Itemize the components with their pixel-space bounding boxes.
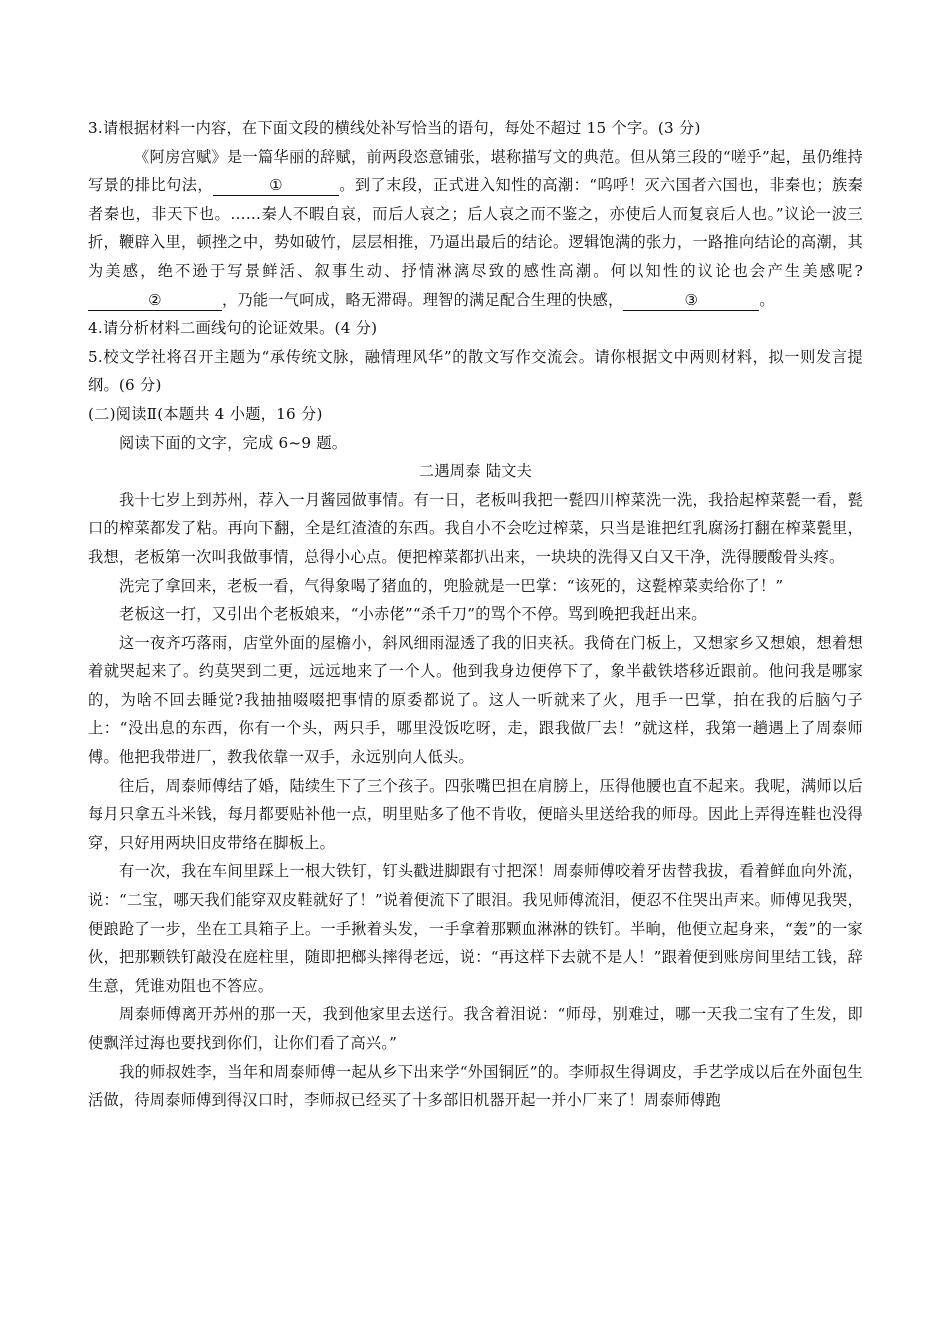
article-paragraph: 我十七岁上到苏州，荐入一月酱园做事情。有一日，老板叫我把一甏四川榨菜洗一洗，我拾起榨菜甏一看，甏口的榨菜都发了粘。再向下翻，全是红渣渣的东西。我自小不会吃过榨菜，只当是谁把红乳腐汤打翻在榨菜甏里，我想，老板第一次叫我做事情，总得小心点。便把榨菜都扒出来，一块块的洗得又白又干净，洗得腰酸骨头疼。 [88,490,863,566]
article-paragraph: 我的师叔姓李，当年和周泰师傅一起从乡下出来学“外国铜匠”的。李师叔生得调皮，手艺学成以后在外面包生活做，待周泰师傅到得汉口时，李师叔已经买了十多部旧机器开起一并小厂来了！周泰师傅跑 [88,1062,863,1110]
section-2-heading: (二)阅读Ⅱ(本题共 4 小题，16 分) [88,404,323,423]
q3-text-part4: 。 [759,290,775,309]
question-4-prompt: 4.请分析材料二画线句的论证效果。(4 分) [88,319,378,338]
article-paragraph: 洗完了拿回来，老板一看，气得象喝了猪血的，兜脸就是一巴掌：“该死的，这甏榨菜卖给你了！” [119,576,784,595]
fill-blank-1[interactable]: ① [213,175,339,196]
article-paragraph: 往后，周泰师傅结了婚，陆续生下了三个孩子。四张嘴巴担在肩膀上，压得他腰也直不起来。我呢，满师以后每月只拿五斗米钱，每月都要贴补他一点，明里贴多了他不肯收，便暗头里送给我的师母。因此上弄得连鞋也没得穿，只好用两块旧皮带络在脚板上。 [88,776,863,852]
q3-text-part3: ，乃能一气呵成，略无滞碍。理智的满足配合生理的快感， [222,290,624,309]
article-title: 二遇周泰 陆文夫 [418,462,533,481]
article-paragraph: 有一次，我在车间里踩上一根大铁钉，钉头戳进脚跟有寸把深！周泰师傅咬着牙齿替我拔，看着鲜血向外流，说：“二宝，哪天我们能穿双皮鞋就好了！”说着便流下了眼泪。我见师傅流泪，便忍不住哭出声来。师傅见我哭，便踉跄了一步，坐在工具箱子上。一手揪着头发，一手拿着那颗血淋淋的铁钉。半晌，他便立起身来，“轰”的一家伙，把那颗铁钉敲没在庭柱里，随即把榔头摔得老远，说：“再这样下去就不是人！”跟着便到账房间里结工钱，辞生意，凭谁劝阻也不答应。 [88,862,863,995]
article-paragraph: 这一夜齐巧落雨，店堂外面的屋檐小，斜风细雨湿透了我的旧夹袄。我倚在门板上，又想家乡又想娘，想着想着就哭起来了。约莫哭到二更，远远地来了一个人。他到我身边便停下了，象半截铁塔移近跟前。他问我是哪家的，为啥不回去睡觉?我抽抽啜啜把事情的原委都说了。这人一听就来了火，甩手一巴掌，拍在我的后脑勺子上：“没出息的东西，你有一个头，两只手，哪里没饭吃呀，走，跟我做厂去！”就这样，我第一趟遇上了周泰师傅。他把我带进厂，教我依靠一双手，永远别向人低头。 [88,633,863,767]
fill-blank-2[interactable]: ② [88,290,222,311]
article-paragraph: 周泰师傅离开苏州的那一天，我到他家里去送行。我含着泪说：“师母，别难过，哪一天我二宝有了生发，即使飘洋过海也要找到你们，让你们看了高兴。” [88,1005,863,1052]
question-3-passage [88,143,863,315]
article-paragraph: 老板这一打，又引出个老板娘来，“小赤佬”“杀千刀”的骂个不停。骂到晚把我赶出来。 [119,605,707,624]
fill-blank-3[interactable]: ③ [623,290,759,311]
q3-text-part2: 。到了末段，正式进入知性的高潮：“呜呼！灭六国者六国也，非秦也；族秦者秦也，非天下也。……秦人不暇自哀，而后人哀之；后人哀之而不鉴之，亦使后人而复哀后人也。”议论一波三折，鞭辟入里，顿挫之中，势如破竹，层层相推，乃逼出最后的结论。逻辑饱满的张力，一路推向结论的高潮，其为美感，绝不逊于写景鲜活、叙事生动、抒情淋漓尽致的感性高潮。何以知性的议论也会产生美感呢? [88,176,864,280]
question-5-prompt: 5.校文学社将召开主题为“承传统文脉，融情理风华”的散文写作交流会。请你根据文中两则材料，拟一则发言提纲。(6 分) [88,347,863,395]
section-2-instruction: 阅读下面的文字，完成 6~9 题。 [119,433,348,452]
question-3-prompt: 3.请根据材料一内容，在下面文段的横线处补写恰当的语句，每处不超过 15 个字。(3 分) [88,119,701,137]
page-content [88,114,863,1115]
q3-text-part1: 《阿房宫赋》是一篇华丽的辞赋，前两段恣意铺张，堪称描写文的典范。但从第三段的“嗟乎”起，虽仍维持写景的排比句法， [88,147,863,195]
